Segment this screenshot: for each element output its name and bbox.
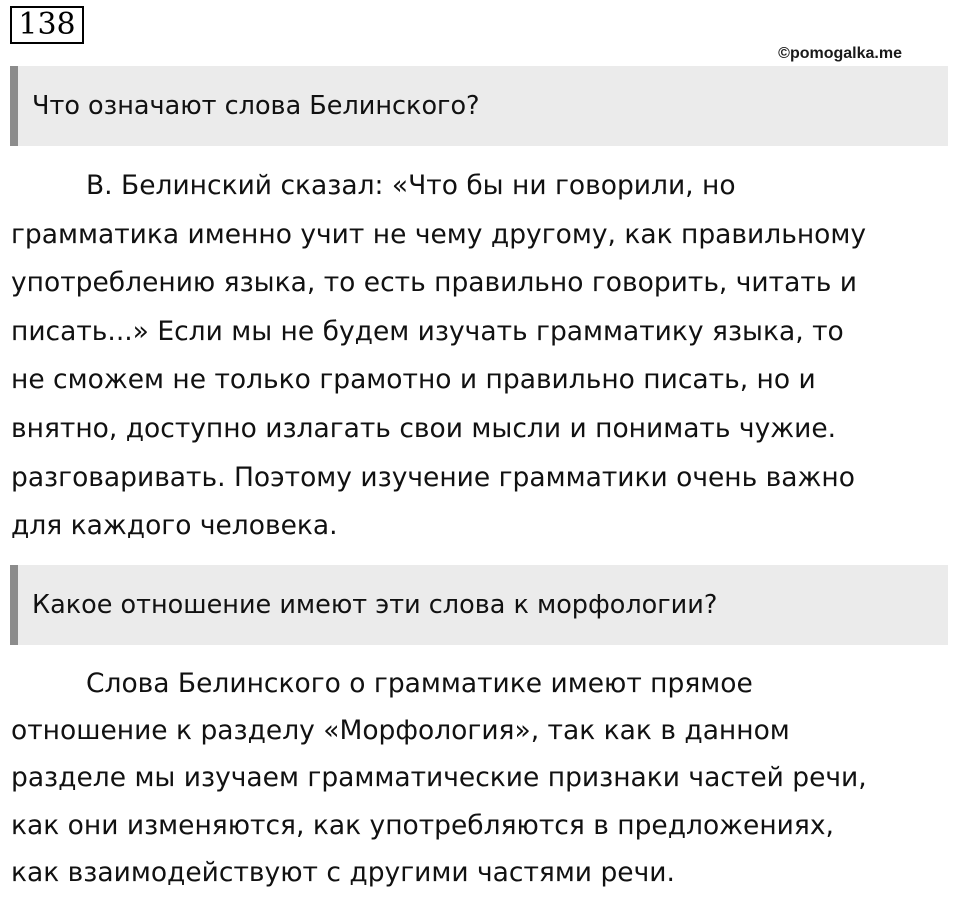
question-heading-1 bbox=[10, 66, 948, 146]
answer-paragraph-2 bbox=[11, 660, 947, 896]
question-heading-2 bbox=[10, 565, 948, 645]
answer-paragraph-1 bbox=[11, 162, 947, 551]
answer-line: Слова Белинского о грамматике имеют прямое bbox=[86, 668, 753, 699]
answer-line: употреблению языка, то есть правильно говорить, читать и bbox=[11, 267, 858, 299]
answer-line: не сможем не только грамотно и правильно писать, но и bbox=[11, 364, 816, 396]
answer-line: писать...» Если мы не будем изучать грамматику языка, то bbox=[11, 315, 844, 347]
answer-line: для каждого человека. bbox=[11, 510, 338, 542]
answer-line: разделе мы изучаем грамматические признаки частей речи, bbox=[11, 762, 867, 794]
answer-line: как взаимодействуют с другими частями речи. bbox=[11, 856, 675, 888]
question-text-1: Что означают слова Белинского? bbox=[32, 91, 480, 121]
watermark: ©pomogalka.me bbox=[778, 45, 902, 62]
answer-line: грамматика именно учит не чему другому, как правильному bbox=[11, 218, 867, 250]
answer-line: В. Белинский сказал: «Что бы ни говорили, но bbox=[86, 170, 736, 201]
answer-line: отношение к разделу «Морфология», так как в данном bbox=[11, 715, 790, 747]
question-text-2: Какое отношение имеют эти слова к морфологии? bbox=[32, 590, 718, 620]
task-number-box: 138 bbox=[10, 6, 84, 44]
answer-line: разговаривать. Поэтому изучение грамматики очень важно bbox=[11, 461, 855, 493]
answer-line: как они изменяются, как употребляются в предложениях, bbox=[11, 809, 834, 841]
answer-line: внятно, доступно излагать свои мысли и понимать чужие. bbox=[11, 412, 837, 444]
